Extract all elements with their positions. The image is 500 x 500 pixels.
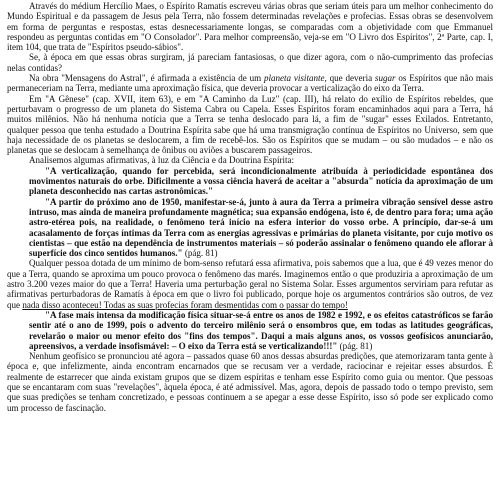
paragraph-text: , que deveria [324,73,375,84]
paragraph-text: Qualquer pessoa dotada de um mínimo de bom-senso refutará essa afirmativa, pois sabemos que a lua, que é 49 vezes menor do que a Terra, quando se aproxima um pouco provoca o fenômeno das marés. Imaginemos então o que produziria a aproximação de um astro 3.200 vezes maior do que a Terra! Haveria uma perturbação geral no Sistema Solar. Esses argumentos serviriam para refutar as afirmativas perturbadoras de Ramatís à época em que o livro foi publicado, porque hoje os argumentos contrários são outros, de vez que [7,258,493,310]
underlined-conclusion: nada disso aconteceu! Todas as suas profecias foram desmentidas com o passar do tempo! [22,299,348,310]
quote-1982-1992 [29,310,493,351]
quote-1950 [29,197,493,259]
emphasis-planeta-visitante: planeta visitante [263,73,325,84]
page-reference: (pág. 81) [337,340,373,351]
paragraph-question: Se, à época em que essas obras surgiram, já pareciam fantasiosas, o que dizer agora, com o não-cumprimento das profecias nelas contidas? [7,52,493,73]
paragraph-text: os Espíritos que não mais permaneceriam na Terra, mediante uma aproximação física, que deveria provocar a verticalização do eixo da Terra. [7,73,493,94]
paragraph-a-genese: Em "A Gênese" (cap. XVII, item 63), e em "A Caminho da Luz" (cap. III), há relato do exílio de Espíritos rebeldes, que perturbavam o progresso de um planeta do Sistema Cabra ou Capela. Esses Espíritos foram encaminhados aqui para a Terra, há muitos milênios. Não há nenhuma notícia que a Terra se tenha deslocado para lá, a fim de "sugar" esses Exilados. Entretanto, qualquer pessoa que tenha estudado a Doutrina Espírita sabe que há uma transmigração contínua de Espíritos no Universo, sem que haja necessidade de os planetas se deslocarem, a fim de recebê-los. São os Espíritos que se mudam – ou são mudados – e não os planetas que se deslocam à semelhança de ônibus ou aviões a buscarem passageiros. [7,93,493,156]
quote-text: "A fase mais intensa da modificação física situar-se-á entre os anos de 1982 e 1992, e os efeitos catastróficos se farão sentir até o ano de 1999, pois o advento do terceiro milênio será o ensombros que, em todas as latitudes geográficas, revelarão o maior ou menor efeito dos "fins dos tempos". Daqui a mais alguns anos, os vossos geofísicos anunciarão, apreensivos, a verdade insofismável: – O eixo da Terra está se verticalizando!!!" [29,309,493,351]
quote-text: "A verticalização, quando for percebida, será incondicionalmente atribuída à periodicidade espontânea dos movimentos naturais do orbe. Dificilmente a vossa ciência haverá de aceitar a "absurda" notícia da aproximação de um planeta desconhecido nas cartas astronômicas." [29,165,493,197]
emphasis-sugar: sugar [374,73,396,84]
paragraph-refutation [7,258,493,309]
page-reference: (pág. 81) [182,248,218,259]
paragraph-fascination: Nenhum geofísico se pronunciou até agora – passados quase 60 anos dessas absurdas predições, que atemorizaram tanta gente à época e, que infelizmente, ainda encontram encarnados que se recusam ver a verdade, raciocinar e rejeitar esses absurdos. É realmente de estarrecer que ainda existam grupos que se dizem espíritas e tenham esse Espírito como guia ou mentor. Que pessoas que se encantaram com suas "revelações", àquela época, é até admissível. Mas, agora, depois de passado todo o tempo previsto, sem que suas predições se tenham concretizado, e pessoas continuem a se apegar a esse desse Espírito, isso só pode ser explicado como um processo de fascinação. [7,351,493,413]
paragraph-text: Na obra "Mensagens do Astral", é afirmada a existência de um [29,73,264,84]
quote-verticalizacao [29,166,493,197]
quote-text: "A partir do próximo ano de 1950, manifestar-se-á, junto à aura da Terra a primeira vibração sensível desse astro intruso, mas ainda de maneira profundamente magnética; sua expansão endógena, isto é, de dentro para fora; uma ação astro-etérea pois, na realidade, o fenômeno terá início na esfera interior do vosso orbe. A princípio, dar-se-á um acasalamento de forças íntimas da Terra com as energias agressivas e primárias do planeta visitante, por cujo motivo os cientistas – que estão na dependência de instrumentos materiais – só poderão assinalar o fenômeno quando ele aflorar à superfície dos cinco sentidos humanos." [29,196,493,259]
paragraph-analysis-intro: Analisemos algumas afirmativas, à luz da Ciência e da Doutrina Espírita: [29,155,295,166]
paragraph-mensagens-do-astral [7,73,493,94]
paragraph-ramatis-works: Através do médium Hercílio Maes, o Espírito Ramatís escreveu várias obras que seriam úteis para um melhor conhecimento do Mundo Espiritual e da passagem de Jesus pela Terra, não fossem determinadas revelações e profecias. Essas obras se desenvolvem em forma de perguntas e respostas, estas desnecessariamente longas, se comparadas com a objetividade com que Emmanuel respondeu as perguntas contidas em "O Consolador". Para melhor compreensão, veja-se em "O Livro dos Espíritos", 2ª Parte, cap. I, item 104, que trata de "Espíritos pseudo-sábios". [7,1,493,53]
